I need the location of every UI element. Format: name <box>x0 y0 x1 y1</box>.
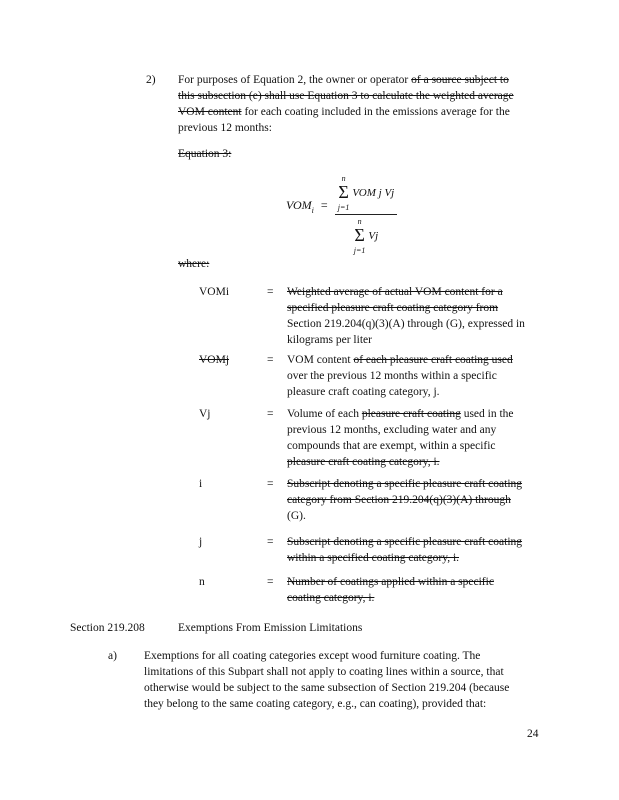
definition-equals: = <box>267 286 274 298</box>
struck-text: category from Section 219.204(q)(3)(A) through <box>287 494 511 506</box>
numerator-sigma: Σ <box>338 182 349 202</box>
text-line <box>178 72 558 88</box>
struck-text: Weighted average of actual VOM content for a <box>287 286 503 298</box>
text-run: (G). <box>287 510 306 522</box>
definition-term: j <box>199 536 203 548</box>
definition-text <box>287 406 547 470</box>
text-line <box>144 664 564 680</box>
text-line <box>287 368 547 384</box>
item-text <box>178 72 558 136</box>
text-line <box>287 422 547 438</box>
text-line <box>287 384 547 400</box>
equation-lhs <box>286 196 328 215</box>
definition-equals: = <box>267 536 274 548</box>
numerator-sum <box>338 174 350 212</box>
definition-text <box>287 574 547 606</box>
definition-equals: = <box>267 354 274 366</box>
equation-lhs-subscript: i <box>311 206 314 216</box>
text-line <box>178 88 558 104</box>
text-line <box>178 120 558 136</box>
text-line <box>287 300 547 316</box>
text-line <box>287 438 547 454</box>
para-a-label: a) <box>108 650 117 662</box>
text-line <box>144 680 564 696</box>
struck-text: specified pleasure craft coating category from <box>287 302 499 314</box>
text-run: they belong to the same coating category, e.g., can coating), provided that: <box>144 698 487 710</box>
equation-denominator <box>326 217 406 255</box>
definition-equals: = <box>267 576 274 588</box>
section-title: Exemptions From Emission Limitations <box>178 622 363 634</box>
definition-term: n <box>199 576 205 588</box>
text-run: kilograms per liter <box>287 334 372 346</box>
struck-text: coating category, i. <box>287 592 375 604</box>
equation-fraction <box>326 174 406 255</box>
text-run: Exemptions for all coating categories except wood furniture coating. The <box>144 650 481 662</box>
text-line <box>287 406 547 422</box>
struck-text: Subscript denoting a specific pleasure craft coating <box>287 478 523 490</box>
text-line <box>144 648 564 664</box>
equation-lhs-symbol: VOM <box>286 198 312 212</box>
text-line <box>287 352 547 368</box>
text-line <box>144 696 564 712</box>
text-line <box>287 508 547 524</box>
para-a-text <box>144 648 564 712</box>
text-line <box>287 316 547 332</box>
text-line <box>287 590 547 606</box>
denominator-lower-limit: j=1 <box>353 246 366 255</box>
definition-text <box>287 476 547 524</box>
text-line <box>287 476 547 492</box>
struck-text: within a specified coating category, i. <box>287 552 460 564</box>
text-line <box>287 550 547 566</box>
definition-text <box>287 284 547 348</box>
struck-text: this subsection (e) shall use Equation 3 to calculate the weighted average <box>178 90 514 102</box>
fraction-bar <box>335 214 397 215</box>
struck-text: of a source subject to <box>411 74 509 86</box>
text-run: for each coating included in the emissions average for the <box>241 106 510 118</box>
text-line <box>287 332 547 348</box>
text-line <box>287 492 547 508</box>
struck-text: VOM content <box>178 106 242 118</box>
text-run: Section 219.204(q)(3)(A) through (G), expressed in <box>287 318 525 330</box>
numerator-lower-limit: j=1 <box>337 203 350 212</box>
item-label: 2) <box>146 74 156 86</box>
denominator-sum <box>354 217 366 255</box>
section-number: Section 219.208 <box>70 622 145 634</box>
equation-numerator <box>326 174 406 212</box>
struck-text: pleasure craft coating <box>361 408 461 420</box>
text-run: limitations of this Subpart shall not apply to coating lines within a source, that <box>144 666 504 678</box>
struck-text: Number of coatings applied within a specific <box>287 576 494 588</box>
denominator-upper-limit: n <box>357 217 362 226</box>
text-run: Volume of each <box>287 408 362 420</box>
text-run: pleasure craft coating category, j. <box>287 386 440 398</box>
definition-term: VOMi <box>199 286 230 298</box>
definition-equals: = <box>267 478 274 490</box>
text-run: previous 12 months, excluding water and any <box>287 424 497 436</box>
numerator-upper-limit: n <box>341 174 346 183</box>
text-run: For purposes of Equation 2, the owner or operator <box>178 74 412 86</box>
text-run: compounds that are exempt, within a specific <box>287 440 496 452</box>
denominator-sigma: Σ <box>354 225 365 245</box>
text-line <box>287 534 547 550</box>
struck-text: Subscript denoting a specific pleasure craft coating <box>287 536 523 548</box>
struck-text: of each pleasure craft coating used <box>353 354 513 366</box>
where-label: where: <box>178 258 210 270</box>
equation-label: Equation 3: <box>178 148 232 160</box>
text-line <box>287 454 547 470</box>
struck-text: pleasure craft coating category, i. <box>287 456 440 468</box>
text-run: otherwise would be subject to the same subsection of Section 219.204 (because <box>144 682 510 694</box>
page-number: 24 <box>527 728 539 740</box>
text-line <box>287 284 547 300</box>
definition-equals: = <box>267 408 274 420</box>
text-run: over the previous 12 months within a specific <box>287 370 497 382</box>
definition-term: VOMj <box>199 354 230 366</box>
text-run: VOM content <box>287 354 354 366</box>
text-line <box>287 574 547 590</box>
numerator-expression: VOM j Vj <box>352 187 395 199</box>
text-line <box>178 104 558 120</box>
denominator-expression: Vj <box>368 230 379 242</box>
equation-equals: = <box>320 198 328 212</box>
text-run: previous 12 months: <box>178 122 272 134</box>
text-run: used in the <box>460 408 514 420</box>
definition-text <box>287 534 547 566</box>
definition-term: i <box>199 478 203 490</box>
definition-term: Vj <box>199 408 211 420</box>
definition-text <box>287 352 547 400</box>
